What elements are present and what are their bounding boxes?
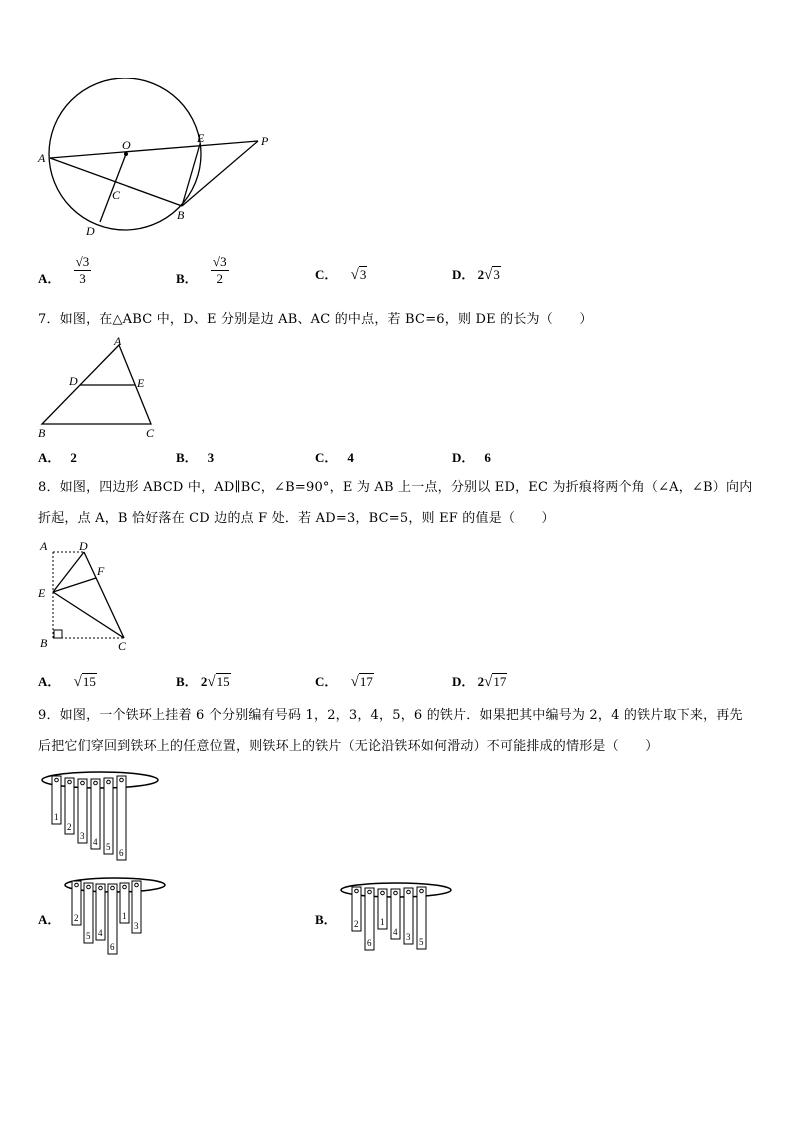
iron-tag <box>417 887 426 949</box>
iron-tag-number: 5 <box>419 937 424 947</box>
iron-tag <box>352 887 361 931</box>
label-d: D <box>79 539 88 553</box>
iron-tag-number: 1 <box>122 911 127 921</box>
label-d: D <box>86 224 95 238</box>
iron-tag-number: 3 <box>134 921 139 931</box>
q8-text-line1: 8．如图，四边形 ABCD 中，AD∥BC，∠B=90°，E 为 AB 上一点，分别以 ED，EC 为折痕将两个角（∠A，∠B）向内 <box>38 480 753 495</box>
label-d: D <box>69 374 78 388</box>
iron-tag <box>120 883 129 923</box>
line-bp <box>182 141 258 206</box>
q7-option-c[interactable]: C． 4 <box>315 450 354 465</box>
iron-tag-number: 6 <box>110 942 115 952</box>
q9-main-ring-figure <box>38 768 168 863</box>
label-b: B <box>40 636 48 650</box>
q7-text: 7．如图，在△ABC 中，D、E 分别是边 AB、AC 的中点，若 BC=6，则 DE 的长为（ ） <box>38 312 593 327</box>
q9-option-b-ring-figure[interactable] <box>338 878 458 958</box>
label-e: E <box>197 131 205 145</box>
iron-tag-number: 5 <box>86 931 91 941</box>
q7-option-a[interactable]: A． 2 <box>38 450 77 465</box>
q6-circle-figure <box>30 78 280 243</box>
q8-quadrilateral-figure <box>34 536 134 656</box>
iron-tag <box>91 779 100 849</box>
label-e: E <box>137 376 145 390</box>
center-dot <box>124 152 128 156</box>
iron-tag <box>65 778 74 834</box>
q8-option-c[interactable]: C． √17 <box>315 674 373 690</box>
iron-tag <box>117 776 126 860</box>
iron-tag-number: 4 <box>93 837 98 847</box>
line-ed <box>53 552 84 592</box>
label-c: C <box>146 426 155 440</box>
label-c: C <box>118 639 127 653</box>
q9-option-a-ring-figure[interactable] <box>60 874 175 959</box>
iron-tag-number: 2 <box>354 919 359 929</box>
iron-tag-number: 6 <box>119 848 124 858</box>
iron-tag-number: 3 <box>406 932 411 942</box>
iron-tag <box>52 776 61 824</box>
q7-option-b[interactable]: B． 3 <box>176 450 215 465</box>
q6-option-b[interactable]: B． $\frac{√3}{2}$ <box>176 254 227 287</box>
q6-option-a[interactable]: A． $\frac{√3}{3}$ <box>38 254 90 287</box>
iron-tag-number: 3 <box>80 831 85 841</box>
q6-option-d[interactable]: D． 2√3 <box>452 267 500 283</box>
label-a: A <box>114 334 122 348</box>
iron-tag <box>104 778 113 854</box>
q7-triangle-figure <box>34 334 164 444</box>
iron-tag <box>378 889 387 929</box>
q8-option-b[interactable]: B． 2√15 <box>176 674 230 690</box>
label-e: E <box>38 586 46 600</box>
iron-tag-number: 2 <box>74 913 79 923</box>
label-f: F <box>97 564 105 578</box>
line-ef <box>53 578 96 592</box>
iron-tag-number: 6 <box>367 938 372 948</box>
iron-tag <box>404 888 413 944</box>
iron-tag-number: 4 <box>98 928 103 938</box>
iron-tag-number: 1 <box>54 812 59 822</box>
label-b: B <box>38 426 46 440</box>
iron-tag-number: 1 <box>380 917 385 927</box>
label-b: B <box>177 208 185 222</box>
q9-text-line2: 后把它们穿回到铁环上的任意位置，则铁环上的铁片（无论沿铁环如何滑动）不可能排成的情形是（ ） <box>38 739 659 754</box>
iron-tag <box>96 884 105 940</box>
iron-tag <box>78 779 87 843</box>
label-a: A <box>38 151 46 165</box>
q8-text-line2: 折起，点 A，B 恰好落在 CD 边的点 F 处．若 AD=3，BC=5，则 EF 的值是（ ） <box>38 511 555 526</box>
q9-option-b-label[interactable]: B． <box>315 912 337 927</box>
q8-option-a[interactable]: A． √15 <box>38 674 96 690</box>
label-o: O <box>122 138 131 152</box>
label-c: C <box>112 188 121 202</box>
iron-tag <box>365 888 374 950</box>
q9-text-line1: 9．如图，一个铁环上挂着 6 个分别编有号码 1，2，3，4，5，6 的铁片．如果把其中编号为 2，4 的铁片取下来，再先 <box>38 708 743 723</box>
iron-tag <box>391 889 400 939</box>
right-angle-mark <box>54 630 62 638</box>
iron-tag <box>84 883 93 943</box>
iron-tag-number: 5 <box>106 842 111 852</box>
iron-tag <box>72 881 81 925</box>
iron-tag <box>108 884 117 954</box>
line-eb <box>182 144 200 206</box>
label-a: A <box>40 539 48 553</box>
q6-option-c[interactable]: C． √3 <box>315 267 367 283</box>
label-p: P <box>261 134 269 148</box>
q8-option-d[interactable]: D． 2√17 <box>452 674 507 690</box>
q9-option-a-label[interactable]: A． <box>38 912 61 927</box>
iron-tag <box>132 881 141 933</box>
line-ap <box>50 141 258 158</box>
iron-tag-number: 4 <box>393 927 398 937</box>
q7-option-d[interactable]: D． 6 <box>452 450 491 465</box>
iron-tag-number: 2 <box>67 822 72 832</box>
